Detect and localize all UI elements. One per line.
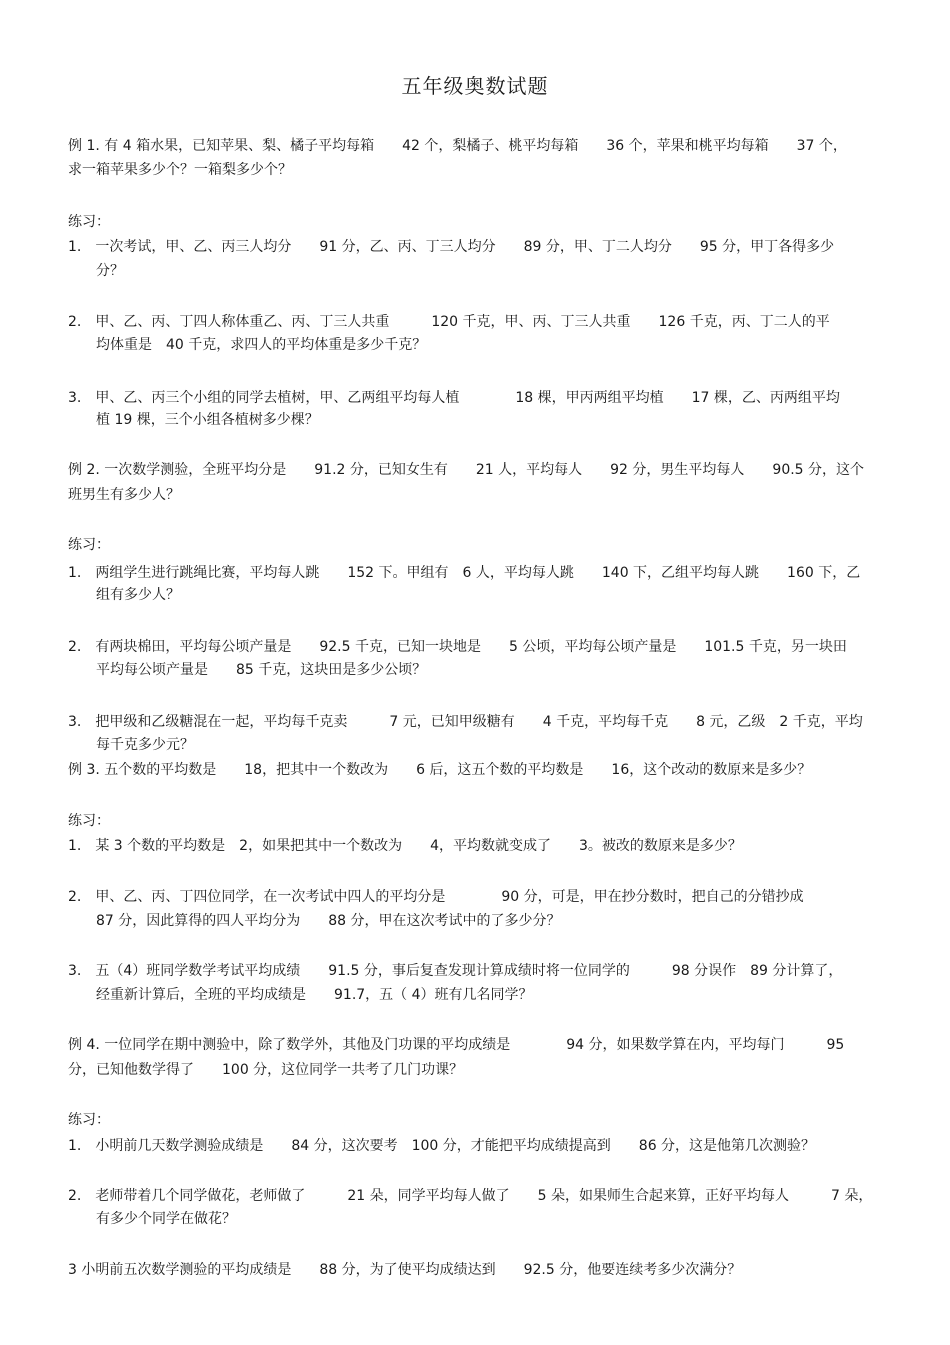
exercise-line: 1. 小明前几天数学测验成绩是 84 分，这次要考 100 分，才能把平均成绩提高到 86 分，这是他第几次测验？ [68, 1138, 816, 1154]
exercise-line: 1. 一次考试，甲、乙、丙三人均分 91 分，乙、丙、丁三人均分 89 分，甲、丁二人均分 95 分，甲丁各得多少 [68, 239, 835, 255]
example-2-line-2: 班男生有多少人？ [68, 487, 180, 503]
exercise-line: 分？ [96, 263, 124, 279]
page-title: 五年级奥数试题 [401, 74, 549, 98]
exercise-line: 均体重是 40 千克，求四人的平均体重是多少千克？ [96, 337, 427, 353]
example-4-line-1: 例 4. 一位同学在期中测验中，除了数学外，其他及门功课的平均成绩是 94 分，如果数学算在内，平均每门 95 [68, 1037, 845, 1053]
exercise-line: 植 19 棵，三个小组各植树多少棵？ [96, 412, 319, 428]
example-1-line-2: 求一箱苹果多少个？一箱梨多少个？ [68, 162, 292, 178]
practice-heading: 练习： [68, 214, 110, 230]
exercise-line: 经重新计算后，全班的平均成绩是 91.7，五（ 4）班有几名同学？ [96, 987, 533, 1003]
example-2-line-1: 例 2. 一次数学测验，全班平均分是 91.2 分，已知女生有 21 人，平均每人 92 分，男生平均每人 90.5 分，这个 [68, 462, 865, 478]
exercise-line: 2. 甲、乙、丙、丁四人称体重乙、丙、丁三人共重 120 千克，甲、丙、丁三人共重 126 千克，丙、丁二人的平 [68, 314, 830, 330]
exercise-line: 每千克多少元？ [96, 737, 194, 753]
exercise-line: 2. 有两块棉田，平均每公顷产量是 92.5 千克，已知一块地是 5 公顷，平均每公顷产量是 101.5 千克，另一块田 [68, 639, 847, 655]
example-1-line-1: 例 1. 有 4 箱水果，已知苹果、梨、橘子平均每箱 42 个，梨橘子、桃平均每箱 36 个，苹果和桃平均每箱 37 个， [68, 138, 847, 154]
practice-heading: 练习： [68, 813, 110, 829]
exercise-line: 3 小明前五次数学测验的平均成绩是 88 分，为了使平均成绩达到 92.5 分，他要连续考多少次满分？ [68, 1262, 742, 1278]
exercise-line: 平均每公顷产量是 85 千克，这块田是多少公顷？ [96, 662, 427, 678]
practice-heading: 练习： [68, 1112, 110, 1128]
exercise-line: 组有多少人？ [96, 587, 180, 603]
exercise-line: 2. 老师带着几个同学做花，老师做了 21 朵，同学平均每人做了 5 朵，如果师生合起来算，正好平均每人 7 朵， [68, 1188, 873, 1204]
exercise-line: 3. 把甲级和乙级糖混在一起，平均每千克卖 7 元，已知甲级糖有 4 千克，平均每千克 8 元，乙级 2 千克，平均 [68, 714, 863, 730]
practice-heading: 练习： [68, 537, 110, 553]
exercise-line: 有多少个同学在做花？ [96, 1211, 236, 1227]
exercise-line: 3. 五（4）班同学数学考试平均成绩 91.5 分，事后复查发现计算成绩时将一位同学的 98 分误作 89 分计算了， [68, 963, 843, 979]
example-4-line-2: 分，已知他数学得了 100 分，这位同学一共考了几门功课？ [68, 1062, 464, 1078]
exercise-line: 3. 甲、乙、丙三个小组的同学去植树，甲、乙两组平均每人植 18 棵，甲丙两组平均植 17 棵，乙、丙两组平均 [68, 390, 840, 406]
exercise-line: 2. 甲、乙、丙、丁四位同学，在一次考试中四人的平均分是 90 分，可是，甲在抄分数时，把自己的分错抄成 [68, 889, 804, 905]
exercise-line: 1. 两组学生进行跳绳比赛，平均每人跳 152 下。甲组有 6 人，平均每人跳 140 下，乙组平均每人跳 160 下，乙 [68, 565, 861, 581]
exercise-line: 1. 某 3 个数的平均数是 2，如果把其中一个数改为 4，平均数就变成了 3。被改的数原来是多少？ [68, 838, 742, 854]
exercise-line: 87 分，因此算得的四人平均分为 88 分，甲在这次考试中的了多少分？ [96, 913, 561, 929]
example-3-line-1: 例 3. 五个数的平均数是 18，把其中一个数改为 6 后，这五个数的平均数是 16，这个改动的数原来是多少？ [68, 762, 812, 778]
